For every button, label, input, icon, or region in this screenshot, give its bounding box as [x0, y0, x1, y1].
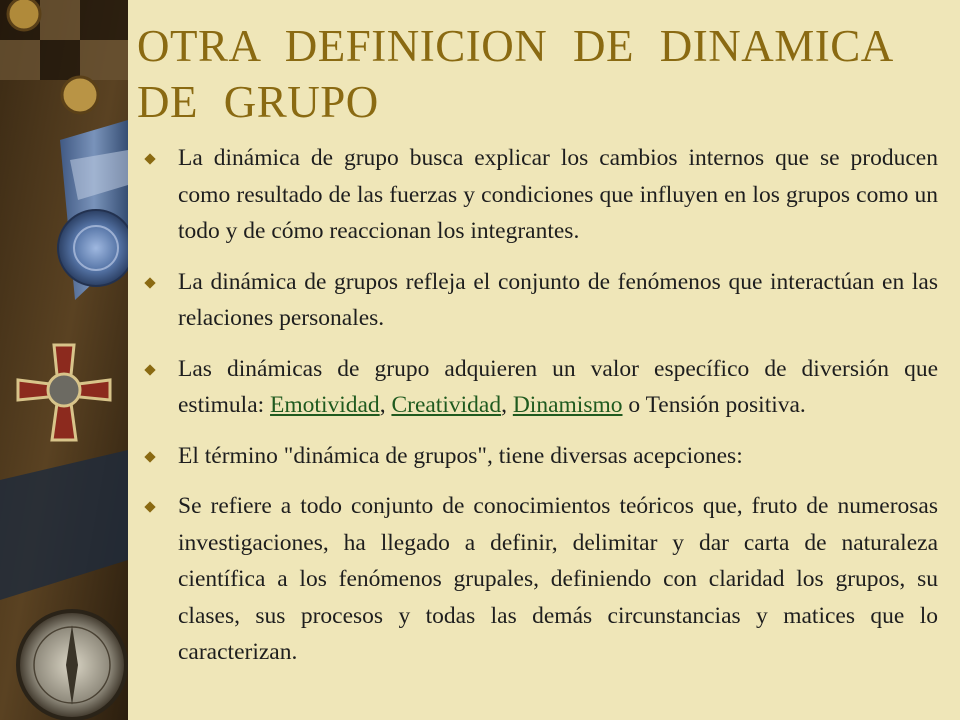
creatividad-link[interactable]: Creatividad	[391, 392, 502, 418]
diamond-bullet-icon	[146, 503, 156, 513]
separator: ,	[501, 392, 513, 418]
decorative-medal-photo	[0, 0, 128, 720]
diamond-bullet-icon	[146, 155, 156, 165]
bullet-list	[146, 140, 938, 685]
bullet-text: La dinámica de grupo busca explicar los cambios internos que se producen como resultado de las fuerzas y condiciones que influyen en los grupos como un todo y de cómo reaccionan los integrantes.	[178, 145, 938, 244]
bullet-item	[146, 140, 938, 250]
separator: ,	[379, 392, 392, 418]
bullet-text: La dinámica de grupos refleja el conjunto de fenómenos que interactúan en las relaciones personales.	[178, 268, 938, 331]
bullet-text: Se refiere a todo conjunto de conocimientos teóricos que, fruto de numerosas investigaciones, ha llegado a definir, delimitar y dar carta de naturaleza científica a los fenómenos grupales, definiendo con claridad los grupos, su clases, sus procesos y todas las demás circunstancias y matices que lo caracterizan.	[178, 493, 938, 665]
diamond-bullet-icon	[146, 366, 156, 376]
bullet-text-after: o Tensión positiva.	[622, 392, 806, 418]
bullet-text-before: Las dinámicas de grupo adquieren un valor específico de diversión que estimula:	[178, 355, 938, 418]
slide-title: OTRA DEFINICION DE DINAMICA DE GRUPO	[137, 21, 892, 127]
bullet-item	[146, 264, 938, 337]
bullet-text: El término "dinámica de grupos", tiene diversas acepciones:	[178, 442, 743, 469]
diamond-bullet-icon	[146, 279, 156, 289]
bullet-item	[146, 351, 938, 424]
dinamismo-link[interactable]: Dinamismo	[512, 392, 623, 418]
bullet-item	[146, 438, 938, 475]
emotividad-link[interactable]: Emotividad	[270, 392, 380, 418]
bullet-item	[146, 488, 938, 671]
bullet-text	[178, 356, 938, 419]
diamond-bullet-icon	[146, 453, 156, 463]
